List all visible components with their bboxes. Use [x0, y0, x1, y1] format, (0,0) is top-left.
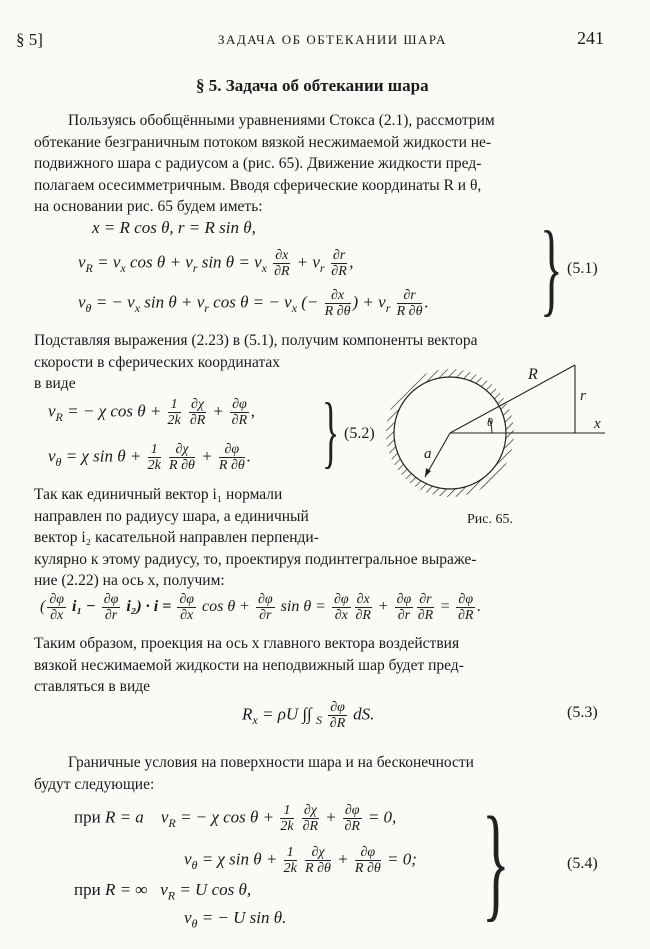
equation-number: (5.3) [567, 704, 598, 721]
text-line: ставляться в виде [34, 678, 151, 695]
figure-caption: Рис. 65. [467, 512, 513, 527]
text-line: полагаем осесимметричным. Вводя сферические координаты R и θ, [34, 176, 482, 194]
label-R: R [528, 366, 538, 383]
text-line: на основании рис. 65 будем иметь: [34, 198, 263, 215]
equation-number: (5.2) [344, 425, 375, 442]
paragraph-unit-vectors [34, 484, 606, 592]
eq-line: x = R cos θ, r = R sin θ, [92, 218, 256, 237]
label-x: x [594, 416, 601, 432]
text-line: Так как единичный вектор i₁ нормали [34, 486, 283, 503]
text-line: вязкой несжимаемой жидкости на неподвижный шар будет пред- [34, 656, 464, 674]
paragraph-projection [34, 633, 606, 698]
text-line: кулярно к этому радиусу, то, проектируя подинтегральное выраже- [34, 550, 477, 568]
text-line: будут следующие: [34, 775, 155, 793]
right-brace: } [482, 791, 510, 933]
section-heading: § 5. Задача об обтекании шара [196, 76, 429, 95]
text-line: Пользуясь обобщёнными уравнениями Стокса (2.1), рассмотрим [68, 112, 495, 129]
text-line: направлен по радиусу шара, а единичный [34, 507, 309, 525]
running-title: ЗАДАЧА ОБ ОБТЕКАНИИ ШАРА [218, 32, 447, 47]
eq-line: $v_\theta = \chi$ sin θ + $\frac{1}{2k}$ $\frac{\partial\chi}{R \partial\theta}$ + $\frac{\partial\varphi}{R \partial\theta}$ . [48, 442, 251, 473]
eq-line: при R = a $v_R$ = − χ cos θ + $\frac{1}{2k}$ $\frac{\partial\chi}{\partial R}$ + $\frac{\partial\varphi}{\partial R}$ = 0, [74, 803, 397, 834]
eq-line: $v_\theta$ = − $v_x$ $\sin \theta + v_r$ cos θ = − $v_x$ (− $\frac{\partial x}{R \partial\theta}$ ) + $v_r$ $\frac{\partial r}{R \partial\theta}$ . [78, 288, 429, 319]
label-theta: θ [487, 415, 493, 429]
text-line: в виде [34, 375, 76, 392]
label-r: r [580, 388, 586, 404]
text-line: обтекание безграничным потоком вязкой несжимаемой жидкости не- [34, 133, 492, 151]
equation-projection: ( $\frac{\partial\varphi}{\partial x}$ i₁ − $\frac{\partial\varphi}{\partial r}$ i₂) · i = $\frac{\partial\varphi}{\partial x}$ cos θ + $\frac{\partial\varphi}{\partial r}$ sin θ = $\frac{\partial\varphi}{\partial x}$ $\frac{\partial x}{\partial R}$ + $\frac{\partial\varphi}{\partial r}$ $\frac{\partial r}{\partial R}$ = $\frac{\partial\varphi}{\partial R}$ . [40, 592, 482, 623]
text-line: Граничные условия на поверхности шара и на бесконечности [68, 754, 474, 771]
eq-line: $v_R = v_x$ $\cos \theta + v_r$ $\sin \theta = v_x$ $\frac{\partial x}{\partial R}$ + $v_r$ $\frac{\partial r}{\partial R}$ , [78, 248, 354, 279]
equation-5-3: $R_x = \rho U$ ∫∫ $_S$ $\frac{\partial\varphi}{\partial R}$ dS. [242, 700, 375, 731]
equation-number: (5.1) [567, 260, 598, 277]
text-line: вектор i₂ касательной направлен перпенди- [34, 529, 319, 546]
label-a: a [424, 446, 432, 462]
text-line: Подставляя выражения (2.23) в (5.1), получим компоненты вектора [34, 332, 478, 349]
paragraph-boundary [34, 752, 606, 795]
text-line: подвижного шара с радиусом a (рис. 65). Движение жидкости пред- [34, 155, 482, 172]
eq-line: $v_\theta$ = − U sin θ. [184, 908, 287, 931]
equation-number: (5.4) [567, 855, 598, 872]
text-line: скорости в сферических координатах [34, 353, 281, 371]
right-brace: } [540, 209, 563, 326]
section-ref: § 5] [16, 30, 43, 49]
eq-line: $v_R$ = − χ cos θ + $\frac{1}{2k}$ $\frac{\partial\chi}{\partial R}$ + $\frac{\partial\varphi}{\partial R}$ , [48, 397, 255, 428]
eq-line: при R = ∞ $v_R = U$ cos θ, [74, 880, 252, 903]
text-line: Таким образом, проекция на ось x главного вектора воздействия [34, 635, 460, 652]
right-brace: } [322, 388, 340, 476]
page-number: 241 [577, 28, 604, 48]
eq-line: $v_\theta = \chi$ sin θ + $\frac{1}{2k}$ $\frac{\partial\chi}{R \partial\theta}$ + $\frac{\partial\varphi}{R \partial\theta}$ = 0; [184, 845, 417, 876]
text-line: ние (2.22) на ось x, получим: [34, 572, 225, 589]
paragraph-intro [34, 110, 606, 218]
